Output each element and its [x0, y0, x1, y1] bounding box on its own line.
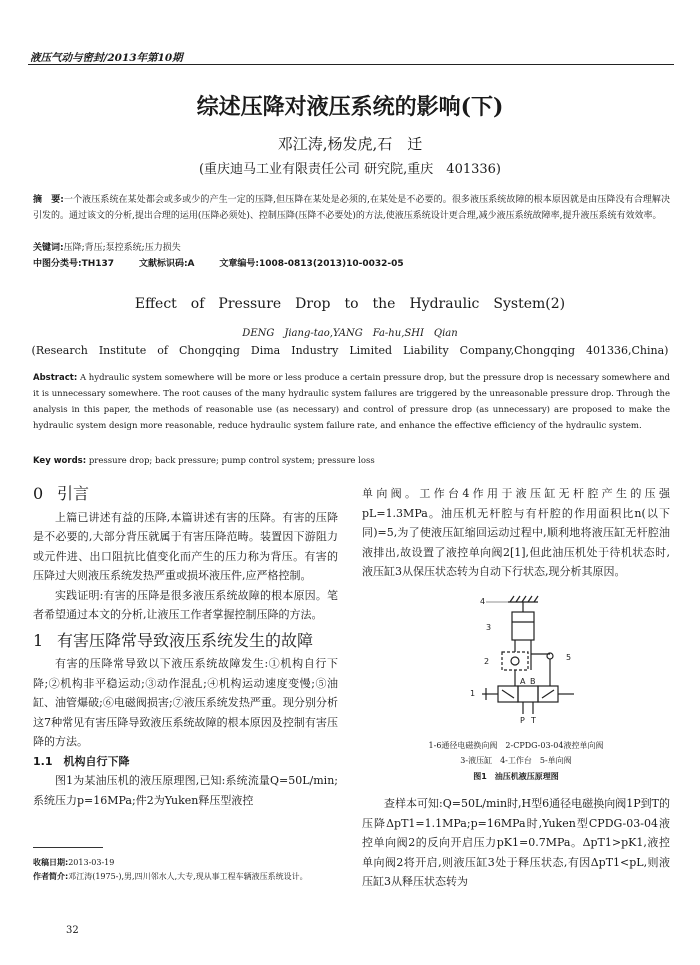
section-0-paragraph-2: 实践证明:有害的压降是很多液压系统故障的根本原因。笔者希望通过本文的分析,让液压工作者掌握控制压降的方法。 — [33, 588, 338, 621]
figure-label-5: 5 — [566, 653, 572, 662]
abstract-cn-label: 摘 要: — [33, 195, 64, 205]
section-1-paragraph-1: 有害的压降常导致以下液压系统故障发生:①机构自行下降;②机构非平稳运动;③动作混乱;④机构运动速度变慢;⑤油缸、油管爆破;⑥电磁阀损害;⑦液压系统发热严重。现分别分析这7种常见有害压降导致液压系统故障的根本原因及控制有害压降的方法。 — [33, 657, 338, 748]
right-column-top — [362, 484, 670, 582]
footnote-rule — [33, 847, 103, 848]
keywords-en — [33, 456, 670, 466]
header-rule — [28, 64, 674, 65]
hydraulic-schematic-figure — [420, 590, 620, 725]
figure-label-4: 4 — [480, 597, 486, 606]
affiliation-cn: (重庆迪马工业有限责任公司 研究院,重庆 401336) — [198, 162, 502, 177]
title-en: Effect of Pressure Drop to the Hydraulic System(2) — [134, 296, 566, 312]
abstract-en-label: Abstract: — [33, 373, 78, 383]
authors-cn: 邓江涛,杨发虎,石 迁 — [277, 135, 423, 153]
title-cn: 综述压降对液压系统的影响(下) — [196, 94, 504, 120]
clc-code: 中图分类号:TH137 — [33, 259, 115, 269]
article-number: 文章编号:1008-0813(2013)10-0032-05 — [219, 259, 404, 269]
doc-code: 文献标识码:A — [138, 259, 195, 269]
section-0-paragraph-1: 上篇已讲述有益的压降,本篇讲述有害的压降。有害的压降是不必要的,大部分背压就属于有害压降范畴。装置因下游阻力或元件进、出口阻抗比值变化而产生的压力称为背压。有害的压降过大则液压系统发热严重或损坏液压件,应严格控制。 — [33, 510, 338, 582]
received-date: 2013-03-19 — [68, 858, 115, 867]
keywords-cn-label: 关键词: — [33, 243, 64, 253]
author-bio: 邓江涛(1975-),男,四川邻水人,大专,现从事工程车辆液压系统设计。 — [68, 872, 308, 881]
subsection-1-1-heading: 1.1 机构自行下降 — [33, 754, 130, 768]
figure-label-3: 3 — [486, 623, 492, 632]
figure-1-caption-line-1: 1-6通径电磁换向阀 2-CPDG-03-04液控单向阀 — [428, 741, 604, 750]
abstract-en — [33, 370, 670, 434]
section-1-heading: 1 有害压降常导致液压系统发生的故障 — [33, 630, 314, 650]
journal-header: 液压气动与密封/2013年第10期 — [30, 52, 183, 64]
keywords-cn — [33, 240, 670, 253]
footnote: 收稿日期:2013-03-19 作者简介:邓江涛(1975-),男,四川邻水人,大专,现从事工程车辆液压系统设计。 — [33, 858, 308, 881]
abstract-cn — [33, 192, 670, 224]
right-paragraph-2: 查样本可知:Q=50L/min时,H型6通径电磁换向阀1P到T的压降ΔpT1=1.1MPa;p=16MPa时,Yuken型CPDG-03-04液控单向阀2的反向开启压力pK1=0.7MPa。ΔpT1>pK1,液控单向阀2将开启,则液压缸3处于释压状态,有因ΔpT1<pL,则液压缸3从释压状态转为 — [362, 797, 670, 888]
classification — [33, 256, 670, 269]
left-column — [33, 484, 338, 810]
figure-label-B: B — [530, 677, 536, 686]
affiliation-en: (Research Institute of Chongqing Dima Industry Limited Liability Company,Chongqing 401336,China) — [31, 344, 669, 357]
keywords-en-text: pressure drop; back pressure; pump control system; pressure loss — [88, 456, 375, 466]
figure-label-T: T — [531, 716, 536, 725]
figure-label-2: 2 — [484, 657, 490, 666]
page-number: 32 — [66, 925, 79, 936]
figure-label-1: 1 — [470, 689, 476, 698]
section-1-paragraph-2: 图1为某油压机的液压原理图,已知:系统流量Q=50L/min;系统压力p=16MPa;件2为Yuken释压型液控 — [33, 774, 338, 807]
figure-1-title: 图1 油压机液压原理图 — [473, 772, 559, 781]
abstract-cn-text: 一个液压系统在某处都会或多或少的产生一定的压降,但压降在某处是必须的,在某处是不必要的。很多液压系统故障的根本原因就是由压降没有合理解决引发的。通过该文的分析,提出合理的运用(压降必须处)、控制压降(压降不必要处)的方法,使液压系统设计更合理,减少液压系统故障率,提升液压系统有效效率。 — [33, 195, 670, 221]
section-0-heading: 0 引言 — [33, 484, 90, 503]
authors-en: DENG Jiang-tao,YANG Fa-hu,SHI Qian — [242, 328, 458, 339]
keywords-cn-text: 压降;背压;泵控系统;压力损失 — [63, 243, 181, 253]
figure-1-caption-line-2: 3-液压缸 4-工作台 5-单向阀 — [460, 756, 572, 765]
abstract-en-text: A hydraulic system somewhere will be more or less produce a certain pressure drop, but the pressure drop is necessary somewhere and it is unnecessary somewhere. The root causes of the many hydraulic system failures are triggered by the unreasonable pressure drop. Through the analysis in this paper, the methods of reasonable use (as necessary) and control of pressure drop (as unnecessary) are proposed to make the hydraulic system design more reasonable, reduce hydraulic system failure rate, and enhance the effective efficiency of the hydraulic system. — [33, 373, 670, 431]
right-paragraph-1: 单向阀。工作台4作用于液压缸无杆腔产生的压强pL=1.3MPa。油压机无杆腔与有杆腔的作用面积比n(以下同)=5,为了使液压缸缩回运动过程中,顺利地将液压缸无杆腔油液排出,故设置了液控单向阀2[1],但此油压机处于待机状态时,液压缸3从保压状态转为自动下行状态,现分析其原因。 — [362, 487, 670, 578]
right-column-bottom — [362, 794, 670, 892]
figure-label-P: P — [520, 716, 525, 725]
keywords-en-label: Key words: — [33, 456, 87, 466]
figure-label-A: A — [520, 677, 526, 686]
